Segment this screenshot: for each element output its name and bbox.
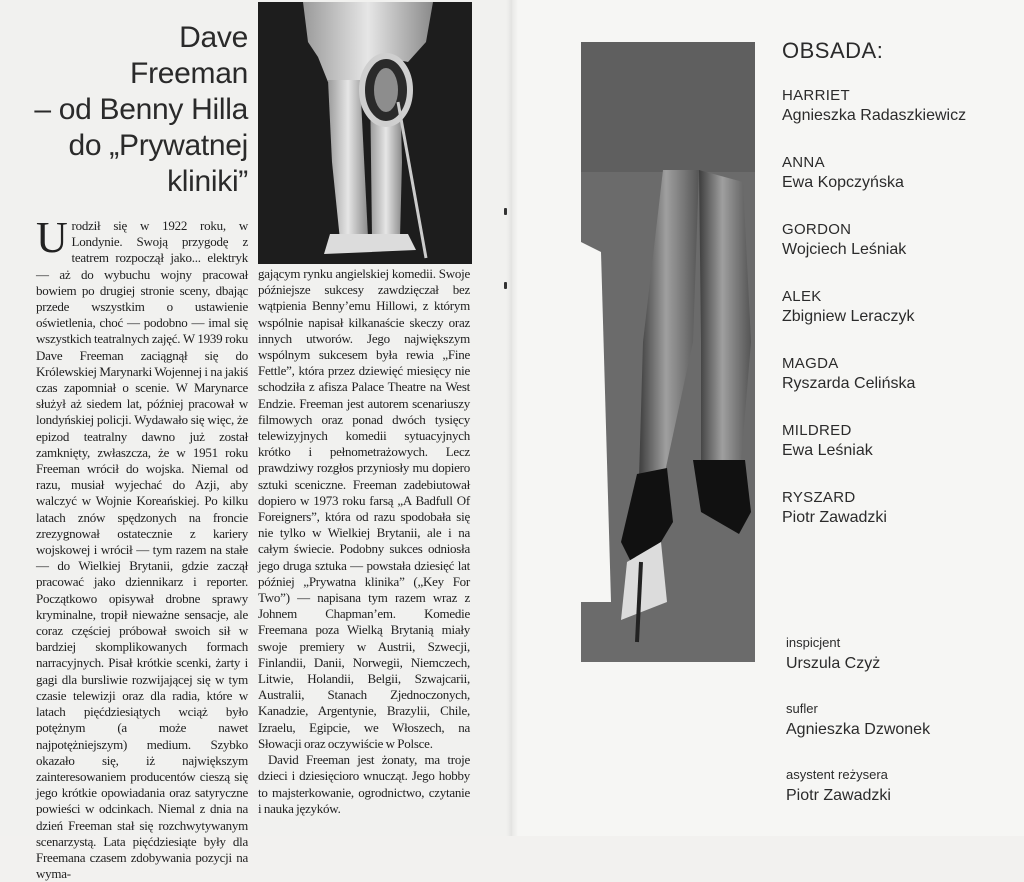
cast-actor: Ryszarda Celińska bbox=[782, 375, 916, 392]
title-line: Dave bbox=[179, 21, 248, 54]
print-speck bbox=[504, 282, 507, 289]
crew-name: Urszula Czyż bbox=[786, 655, 881, 672]
man-with-hat-illustration bbox=[258, 2, 472, 264]
cast-role: RYSZARD bbox=[782, 489, 856, 506]
title-line: kliniki” bbox=[167, 165, 248, 198]
cast-actor: Agnieszka Radaszkiewicz bbox=[782, 107, 967, 124]
page-gutter bbox=[506, 0, 518, 836]
title-line: Freeman bbox=[130, 57, 248, 90]
cast-role: MILDRED bbox=[782, 422, 852, 439]
photo-legs bbox=[581, 42, 755, 662]
drop-cap: U bbox=[36, 213, 68, 262]
cast-role: ALEK bbox=[782, 288, 822, 305]
cast-role: ANNA bbox=[782, 154, 825, 171]
cast-actor: Wojciech Leśniak bbox=[782, 241, 907, 258]
crew-role: inspicjent bbox=[786, 635, 841, 650]
cast-entry bbox=[782, 354, 1012, 421]
crew-entry bbox=[786, 700, 1016, 766]
article-column-left bbox=[36, 213, 248, 882]
cast-role: GORDON bbox=[782, 221, 852, 238]
article-paragraph: David Freeman jest żonaty, ma troje dzieci i dziesięcioro wnucząt. Jego hobby to majsterkowanie, ogrodnictwo, czytanie i nauka języków. bbox=[258, 752, 470, 816]
cast-role: HARRIET bbox=[782, 87, 850, 104]
crew-role: asystent reżysera bbox=[786, 767, 888, 782]
print-speck bbox=[504, 208, 507, 215]
cast-list bbox=[782, 38, 1012, 555]
cast-actor: Ewa Leśniak bbox=[782, 442, 873, 459]
crew-role: sufler bbox=[786, 701, 818, 716]
cast-entry bbox=[782, 220, 1012, 287]
crew-name: Agnieszka Dzwonek bbox=[786, 721, 931, 738]
article-text: rodził się w 1922 roku, w Londynie. Swoją przygodę z teatrem rozpoczął jako... elektryk — aż do wybuchu wojny pracował bowiem po drugiej stronie sceny, dbając przede wszystkim o ustawienie oświetlenia, choć — podobno — imal się wszystkich teatralnych zajęć. W 1939 roku Dave Freeman zaciągnął się do Królewskiej Marynarki Wojennej i na jakiś czas zapomniał o scenie. W Marynarce służył aż siedem lat, później pracował w londyńskiej policji. Wydawało się więc, że epizod teatralny dawno już został zamknięty, zwłaszcza, że w 1951 roku Freeman wrócił do wojska. Niemal od razu, musiał wyjechać do Azji, aby walczyć w Wojnie Koreańskiej. Po kilku latach znów spędzonych na froncie zrezygnował ostatecznie z kariery wojskowej i wrócił — tym razem na stałe — do Wielkiej Brytanii, gdzie zaczął pracować jako dziennikarz i reporter. Początkowo opisywał drobne sprawy kryminalne, tropił nieważne sensacje, ale coraz częściej próbował swoich sił w bardziej skomplikowanych formach narracyjnych. Pisał krótkie scenki, żarty i gagi dla bursliwie rozwijającej się w tym czasie telewizji oraz dla radia, które w latach pięćdziesiątych wciąż było potężnym (a może nawet najpotężniejszym) medium. Szybko okazało się, iż największym zainteresowaniem producentów cieszą się jego krótkie opowiadania oraz satyryczne powieści w odcinkach. Niemal z dnia na dzień Freeman stał się rozchwytywanym scenarzystą. Lata pięćdziesiąte były dla Freemana czasem zdobywania pozycji na wyma- bbox=[36, 218, 248, 882]
cast-entry bbox=[782, 421, 1012, 488]
photo-man-with-hat bbox=[258, 2, 472, 264]
cast-entry bbox=[782, 86, 1012, 153]
cast-actor: Ewa Kopczyńska bbox=[782, 174, 904, 191]
crew-name: Piotr Zawadzki bbox=[786, 787, 891, 804]
title-line: do „Prywatnej bbox=[68, 129, 248, 162]
cast-entry bbox=[782, 153, 1012, 220]
cast-actor: Zbigniew Leraczyk bbox=[782, 308, 915, 325]
title-line: – od Benny Hilla bbox=[34, 93, 248, 126]
article-title bbox=[14, 20, 248, 200]
cast-entry bbox=[782, 287, 1012, 354]
crew-list bbox=[786, 634, 1016, 832]
cast-actor: Piotr Zawadzki bbox=[782, 509, 887, 526]
crew-entry bbox=[786, 766, 1016, 832]
cast-entry bbox=[782, 488, 1012, 555]
article-text: gającym rynku angielskiej komedii. Swoje późniejsze sukcesy zawdzięczał bez wątpienia Benny’emu Hillowi, z którym wspólnie napisał kilkanaście skeczy oraz innych utworów. Jego największym wspólnym sukcesem była rewia „Fine Fettle”, która przez dziewięć miesięcy nie schodziła z afisza Palace Theatre na West Endzie. Freeman jest autorem scenariuszy filmowych oraz ponad dwóch tysięcy telewizyjnych komedii sytuacyjnych krótko i pełnometrażowych. Lecz prawdziwy rozgłos przyniosły mu dopiero sztuki sceniczne. Freeman zadebiutował dopiero w 1973 roku farsą „A Badfull Of Foreigners”, która od razu spodobała się nie tylko w Wielkiej Brytanii, ale i na całym świecie. Podobny sukces odniosła jego druga sztuka — powstała dziesięć lat później „Prywatna klinika” („Key For Two”) — napisana tym razem wraz z Johnem Chapman’em. Komedie Freemana poza Wielką Brytanią miały swoje premiery w Austrii, Szwecji, Finlandii, Danii, Norwegii, Niemczech, Litwie, Holandii, Belgii, Szwajcarii, Australii, Stanach Zjednoczonych, Kanadzie, Argentynie, Brazylii, Chile, Izraelu, Egipcie, we Włoszech, na Słowacji oraz oczywiście w Polsce. bbox=[258, 266, 470, 751]
cast-role: MAGDA bbox=[782, 355, 839, 372]
crew-entry bbox=[786, 634, 1016, 700]
legs-illustration bbox=[581, 42, 755, 662]
article-column-middle bbox=[258, 266, 470, 817]
cast-heading: OBSADA: bbox=[782, 38, 884, 63]
